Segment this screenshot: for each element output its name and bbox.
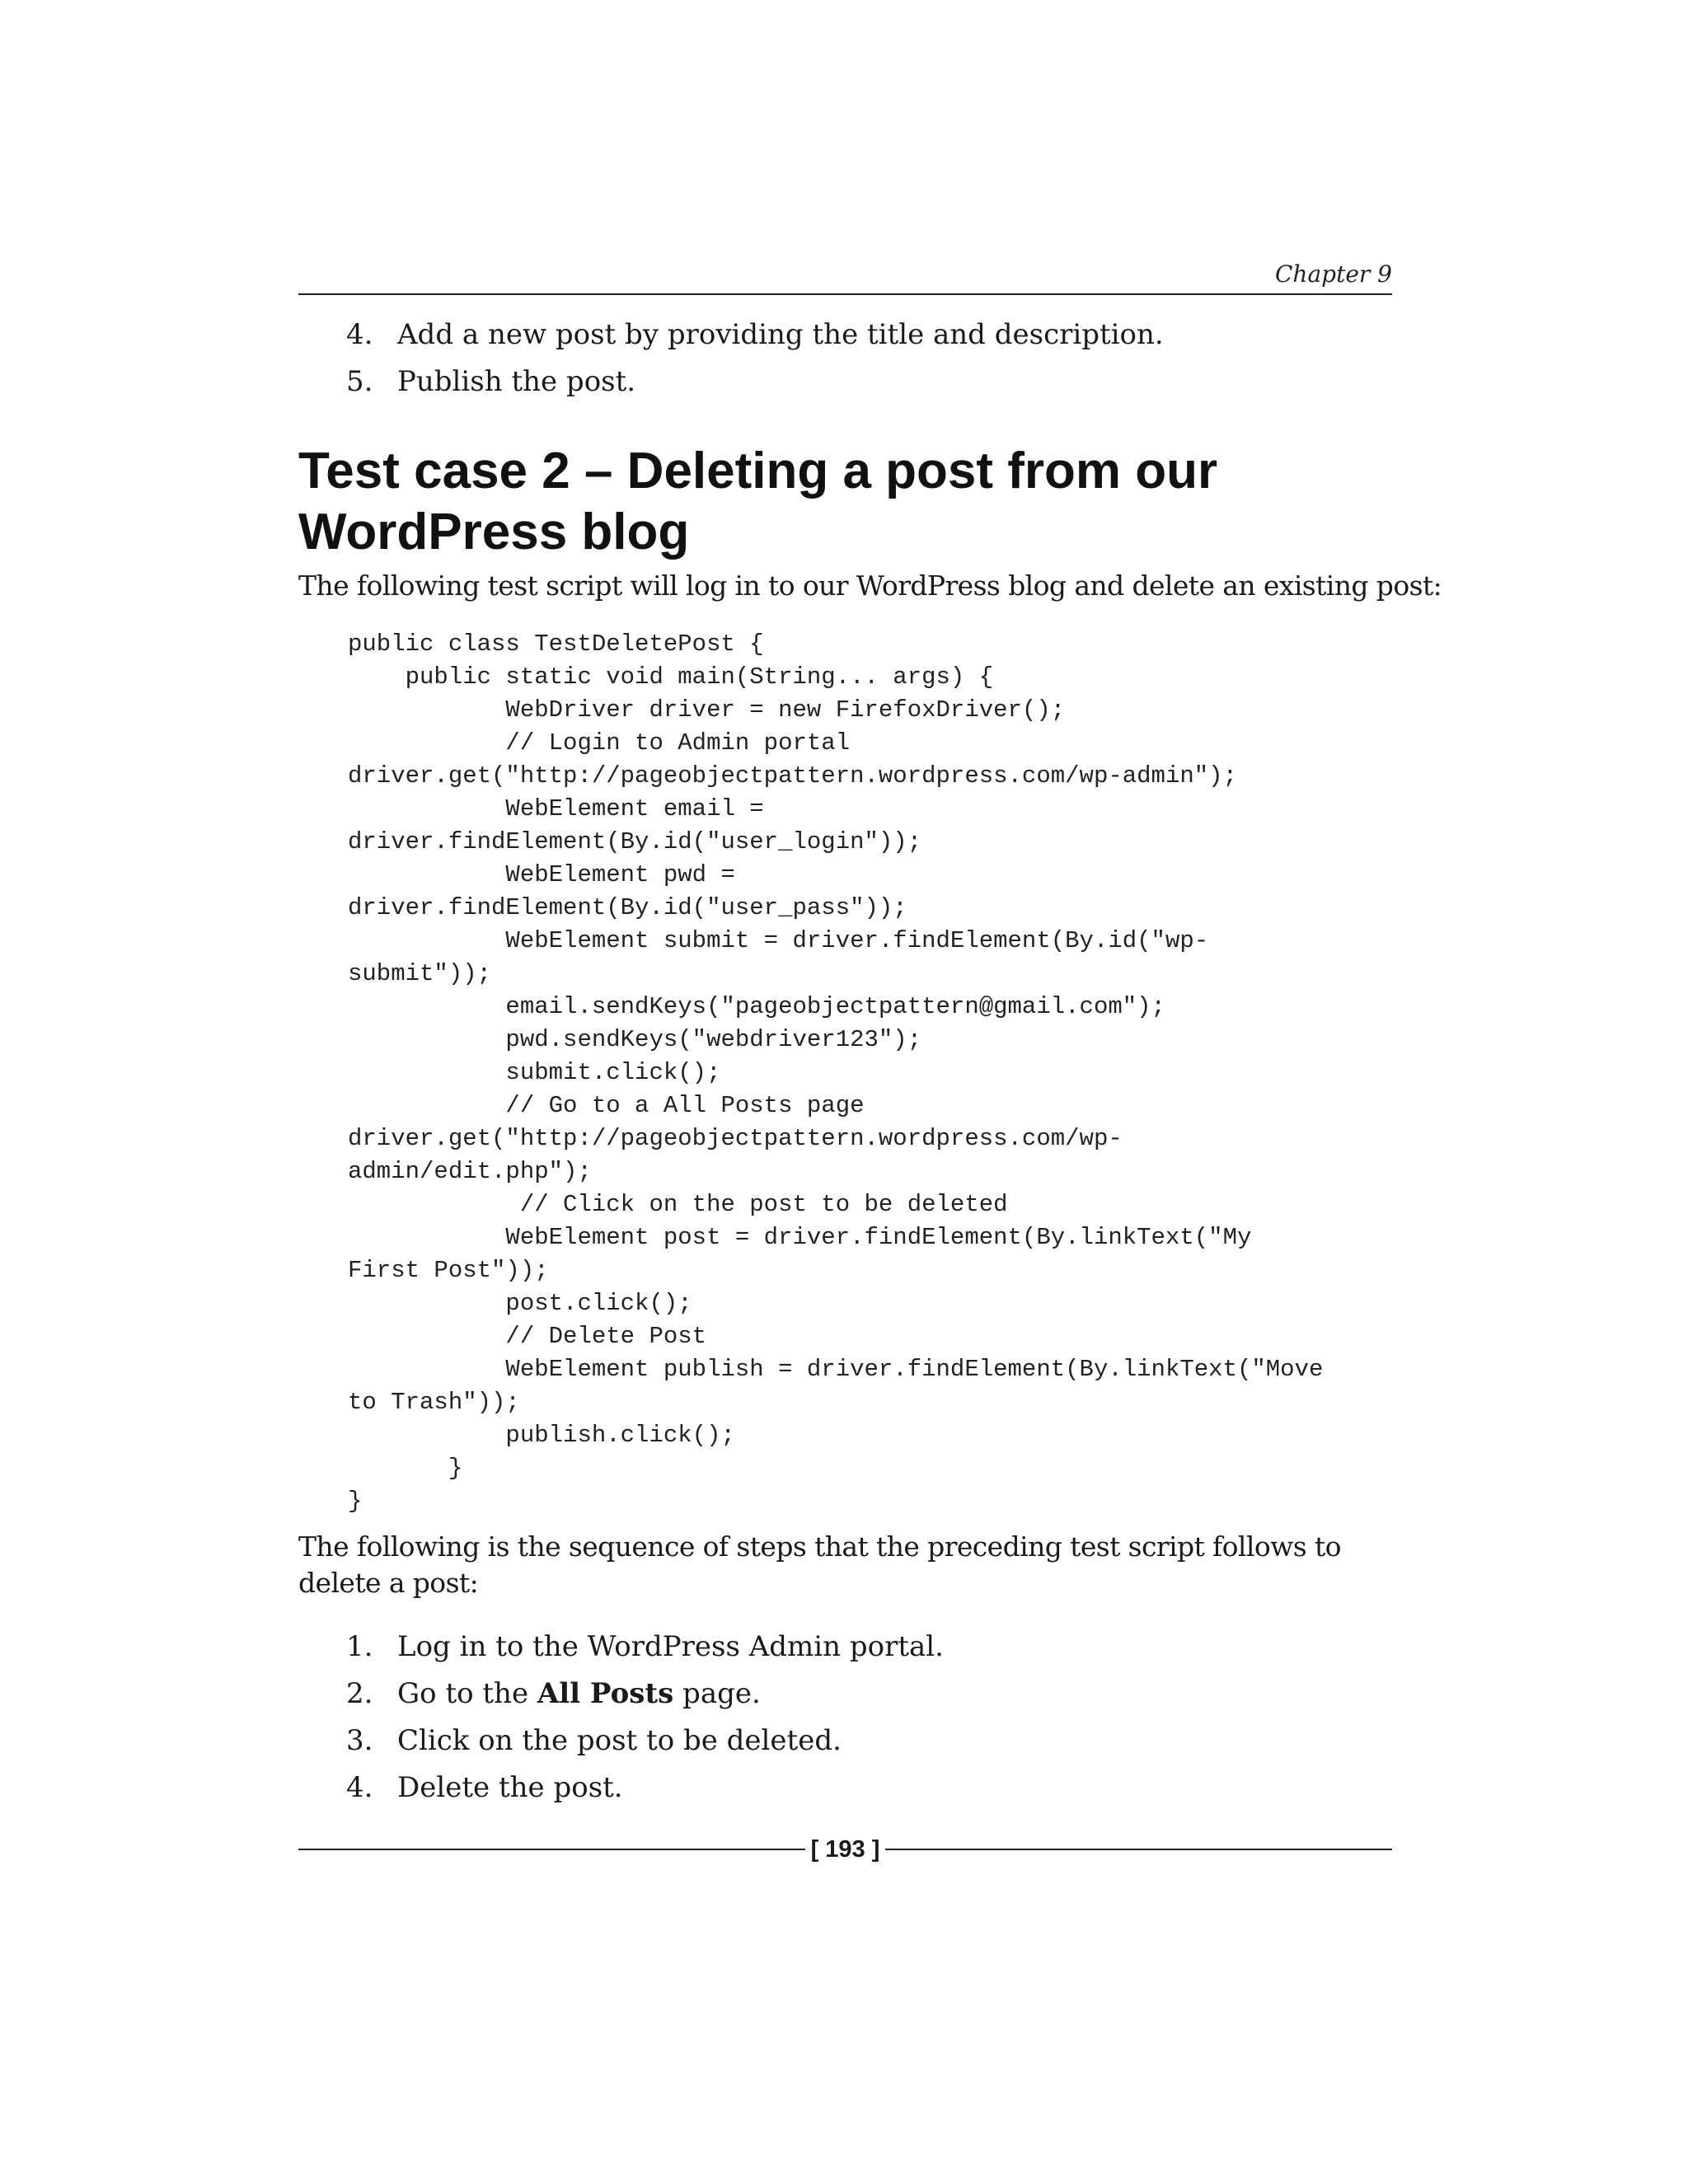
code-line: submit")); — [348, 960, 492, 987]
list-item-number: 1. — [346, 1630, 373, 1663]
code-line: admin/edit.php"); — [348, 1158, 592, 1185]
code-line: driver.get("http://pageobjectpattern.wordpress.com/wp-admin"); — [348, 762, 1237, 790]
code-line: pwd.sendKeys("webdriver123"); — [348, 1026, 922, 1053]
list-item-text: Add a new post by providing the title and description. — [397, 318, 1164, 351]
code-line: to Trash")); — [348, 1389, 520, 1416]
code-line: WebElement email = — [348, 795, 764, 823]
footer-rule-right — [885, 1849, 1392, 1850]
code-line: } — [348, 1455, 463, 1482]
page-number: [ 193 ] — [810, 1836, 880, 1863]
list-item-number: 2. — [346, 1677, 373, 1710]
section-heading-line-2: WordPress blog — [298, 504, 690, 560]
code-line: // Click on the post to be deleted — [348, 1191, 1008, 1218]
list-item-text-after: page. — [673, 1677, 761, 1710]
list-item-number: 4. — [346, 318, 373, 351]
code-line: // Login to Admin portal — [348, 729, 851, 757]
code-line: WebElement submit = driver.findElement(By.id("wp- — [348, 927, 1209, 954]
running-header — [298, 260, 1392, 295]
list-item — [298, 1718, 1392, 1765]
list-item — [298, 1765, 1392, 1811]
code-line: First Post")); — [348, 1257, 549, 1284]
outro-paragraph: The following is the sequence of steps that the preceding test script follows to delete a post: — [298, 1530, 1341, 1599]
code-line: email.sendKeys("pageobjectpattern@gmail.com"); — [348, 993, 1165, 1020]
list-item-number: 4. — [346, 1771, 373, 1804]
list-item-text: Click on the post to be deleted. — [397, 1724, 842, 1757]
code-line: // Go to a All Posts page — [348, 1092, 865, 1119]
code-line: } — [348, 1488, 363, 1515]
section-heading-line-1: Test case 2 – Deleting a post from our — [298, 443, 1218, 499]
list-item-text: Publish the post. — [397, 365, 636, 398]
list-item-text — [397, 1671, 761, 1718]
code-line: publish.click(); — [348, 1422, 735, 1449]
code-block — [348, 628, 1395, 1518]
chapter-label: Chapter 9 — [1275, 260, 1392, 288]
page-footer — [298, 1833, 1392, 1866]
list-item-number: 5. — [346, 365, 373, 398]
code-line: driver.findElement(By.id("user_login")); — [348, 828, 922, 855]
code-line: submit.click(); — [348, 1059, 721, 1086]
code-line: post.click(); — [348, 1290, 692, 1317]
code-line: WebElement pwd = — [348, 861, 735, 888]
list-item-text-before: Go to the — [397, 1677, 537, 1710]
intro-paragraph: The following test script will log in to our WordPress blog and delete an existing post: — [298, 569, 1442, 602]
list-item — [298, 1671, 1392, 1718]
code-line: // Delete Post — [348, 1323, 707, 1350]
steps-list-bottom — [298, 1624, 1392, 1811]
list-item-text: Log in to the WordPress Admin portal. — [397, 1630, 944, 1663]
ui-term-bold: All Posts — [537, 1677, 674, 1710]
list-item — [298, 359, 1392, 405]
list-item-text: Delete the post. — [397, 1771, 623, 1804]
code-line: public static void main(String... args) { — [348, 663, 994, 691]
code-line: WebElement post = driver.findElement(By.linkText("My — [348, 1224, 1252, 1251]
list-item — [298, 1624, 1392, 1671]
steps-list-top — [298, 312, 1392, 405]
list-item-number: 3. — [346, 1724, 373, 1757]
section-heading — [298, 441, 1392, 563]
code-line: public class TestDeletePost { — [348, 630, 764, 658]
code-line: WebDriver driver = new FirefoxDriver(); — [348, 696, 1066, 724]
code-line: WebElement publish = driver.findElement(By.linkText("Move — [348, 1356, 1324, 1383]
code-line: driver.findElement(By.id("user_pass")); — [348, 894, 907, 921]
list-item — [298, 312, 1392, 359]
code-line: driver.get("http://pageobjectpattern.wordpress.com/wp- — [348, 1125, 1123, 1152]
